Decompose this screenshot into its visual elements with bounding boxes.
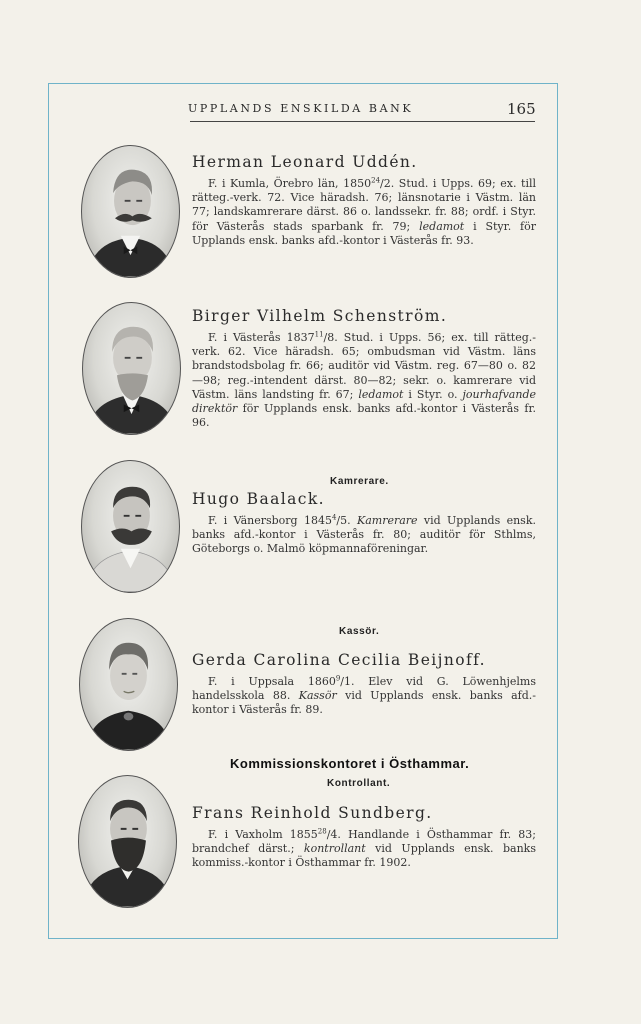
entry-beijnoff [192,651,536,718]
person-name: Herman Leonard Uddén. [192,153,418,171]
role-heading-kontrollant: Kontrollant. [327,778,391,789]
running-head: UPPLANDS ENSKILDA BANK [188,102,414,115]
role-heading-kassor: Kassör. [339,626,380,637]
section-heading: Kommissionskontoret i Östhammar. [230,756,470,771]
bio-text: /2. Stud. i Upps. 69; ex. till rätteg.-verk. 72. Vice häradsh. 76; länsnotarie i Västm. län 77; landskamrerare därst. 86 o. landssekr. fr. 88; ordf. i Styr. för Västerås stads sparbank fr. 79; [192,177,536,233]
bio-text: vid Upplands ensk. banks afd.-kontor i Västerås fr. 89. [192,689,536,717]
bio-text: i Styr. o. [403,387,463,401]
entry-baalack [192,490,536,557]
portrait-schenstrom [82,302,181,435]
biography [192,331,536,430]
italic-term: ledamot [358,387,404,401]
date-superscript: 11 [314,330,324,339]
biography [192,675,536,718]
italic-term: ledamot [419,219,465,233]
portrait-sundberg [78,775,177,908]
portrait-baalack [81,460,180,593]
date-superscript: 9 [335,674,341,683]
entry-schenstrom [192,307,536,430]
biography [192,828,536,871]
bio-text: F. i Vänersborg 1845 [208,514,332,527]
bio-text: /8. Stud. i Upps. 56; ex. till rätteg.-verk. 62. Vice häradsh. 65; ombudsman vid Västm. läns brandstodsbolag fr. 66; auditör vid Västm. reg. 67—80 o. 82—98; reg.-intendent därst. 80—82; sekr. o. kamrerare vid Västm. läns landsting fr. 67; [192,331,536,401]
page-number: 165 [507,100,536,118]
bio-text: /1. Elev vid G. Löwenhjelms handelsskola 88. [192,675,536,703]
person-name: Frans Reinhold Sundberg. [192,804,433,822]
person-name: Hugo Baalack. [192,490,325,508]
date-superscript: 24 [371,176,381,185]
bio-text: F. i Vaxholm 1855 [208,828,318,841]
bio-text: F. i Uppsala 1860 [208,675,336,688]
entry-sundberg [192,804,536,871]
bio-text: i Styr. för Upplands ensk. banks afd.-kontor i Västerås fr. 93. [192,219,536,247]
portrait-beijnoff [79,618,178,751]
header-rule [190,121,535,122]
date-superscript: 4 [331,513,337,522]
italic-term: kontrollant [303,842,366,856]
italic-term: jourhafvande direktör [192,387,536,416]
bio-text: för Upplands ensk. banks afd.-kontor i Västerås fr. 96. [192,402,536,430]
italic-term: Kassör [298,689,337,703]
bio-text: /5. [336,514,357,527]
biography [192,177,536,248]
biography [192,514,536,557]
bio-text: /4. Handlande i Östhammar fr. 83; brandchef därst.; [192,828,536,856]
person-name: Gerda Carolina Cecilia Beijnoff. [192,651,487,669]
bio-text: vid Upplands ensk. banks afd.-kontor i Västerås fr. 80; auditör för Sthlms, Göteborgs o. Malmö köpmannaföreningar. [192,514,536,556]
portrait-udden [81,145,180,278]
date-superscript: 28 [317,827,327,836]
entry-udden [192,153,536,248]
bio-text: vid Upplands ensk. banks kommiss.-kontor i Östhammar fr. 1902. [192,842,536,870]
bio-text: F. i Kumla, Örebro län, 1850 [208,177,372,190]
bio-text: F. i Västerås 1837 [208,331,315,344]
person-name: Birger Vilhelm Schenström. [192,307,448,325]
italic-term: Kamrerare [356,514,418,527]
role-heading-kamrerare: Kamrerare. [330,476,389,487]
